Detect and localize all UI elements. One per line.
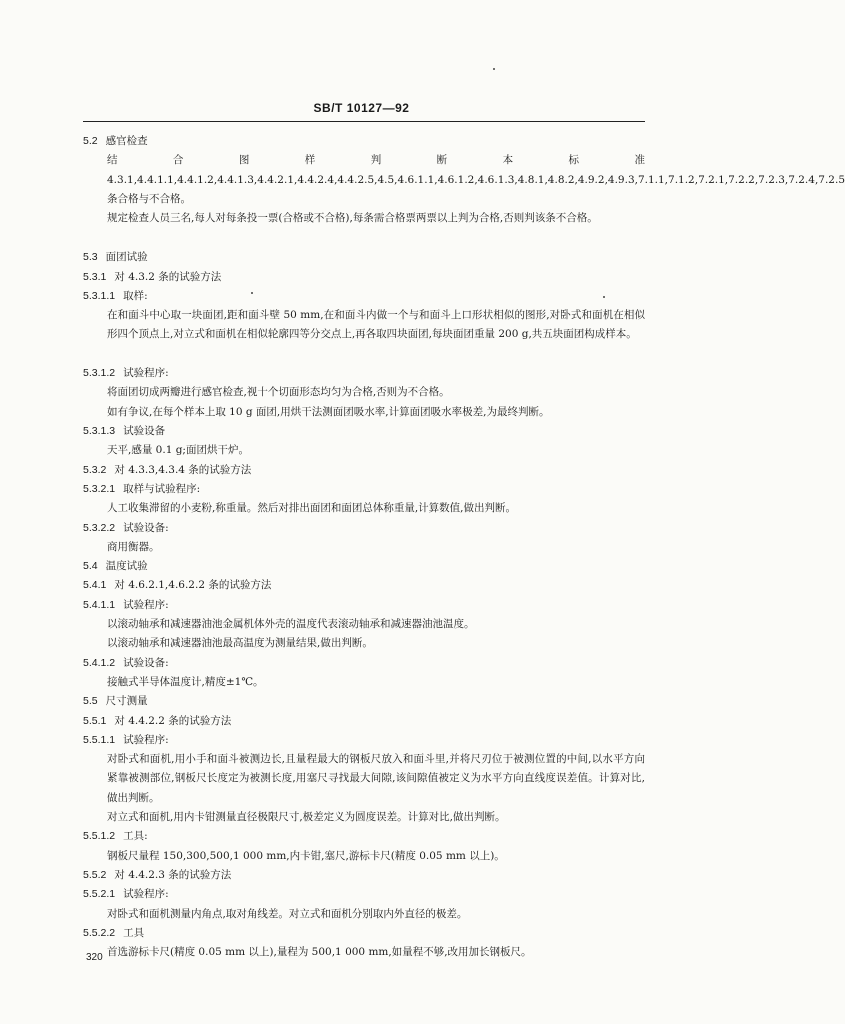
- section-title: 试验程序:: [123, 367, 169, 380]
- section-number: 5.5.1.1: [83, 733, 116, 746]
- paragraph: 在和面斗中心取一块面团,距和面斗壁 50 mm,在和面斗内做一个与和面斗上口形状相似的图形,对卧式和面机在相似形四个顶点上,对立式和面机在相似轮廓四等分交点上,再各取四块面团,每块面团重量 200 g,共五块面团构成样本。: [107, 309, 645, 341]
- section-heading: [83, 422, 645, 441]
- paragraph: 规定检查人员三名,每人对每条投一票(合格或不合格),每条需合格票两票以上判为合格,否则判该条不合格。: [107, 212, 598, 225]
- section-title: 工具:: [123, 830, 148, 843]
- section-number: 5.5.1: [83, 714, 107, 727]
- section-title: 取样:: [123, 289, 148, 302]
- section-title: 试验程序:: [123, 733, 169, 746]
- section-number: 5.3.1.2: [83, 367, 116, 380]
- section-title: 面团试验: [105, 251, 148, 264]
- section-heading: [83, 827, 645, 846]
- paragraph: 接触式半导体温度计,精度±1℃。: [107, 675, 264, 688]
- section-heading: [83, 596, 645, 615]
- scan-speck: [251, 292, 253, 294]
- section-heading: [83, 519, 645, 538]
- section-heading: [83, 924, 645, 943]
- section-number: 5.4: [83, 560, 98, 573]
- section-title: 取样与试验程序:: [123, 482, 201, 495]
- standard-header: SB/T 10127—92: [313, 101, 410, 115]
- paragraph: 结合图样判断本标准 4.3.1,4.4.1.1,4.4.1.2,4.4.1.3,4.4.2.1,4.4.2.4,4.4.2.5,4.5,4.6.1.1,4.6.1.2,4.6.1.3,4.8.1,4.8.2,4.9.2,4.9.3,7.1.1,7.1.2,7.2.1,7.2.2,7.2.3,7.2.4,7.2.5条合格与不合格。: [107, 154, 845, 205]
- paragraph: 以滚动轴承和减速器油池金属机体外壳的温度代表滚动轴承和减速器油池温度。: [107, 618, 475, 631]
- paragraph: 天平,感量 0.1 g;面团烘干炉。: [107, 444, 249, 457]
- section-heading: [83, 731, 645, 750]
- section-title: 工具: [123, 926, 145, 939]
- section-heading: [83, 268, 645, 287]
- page-number: 320: [86, 952, 103, 963]
- section-number: 5.2: [83, 135, 98, 147]
- section-number: 5.4.1.2: [83, 656, 116, 669]
- section-number: 5.5.2.1: [83, 888, 116, 901]
- section-number: 5.3.2.2: [83, 521, 116, 534]
- section-heading: [83, 480, 645, 499]
- paragraph: 如有争议,在每个样本上取 10 g 面团,用烘干法测面团吸水率,计算面团吸水率极差,为最终判断。: [107, 405, 550, 418]
- section-number: 5.4.1: [83, 579, 107, 592]
- section-heading: [83, 248, 645, 267]
- section-title: 试验设备:: [123, 656, 169, 669]
- paragraph: 以滚动轴承和减速器油池最高温度为测量结果,做出判断。: [107, 637, 373, 650]
- section-number: 5.3.2.1: [83, 482, 116, 495]
- paragraph: 商用衡器。: [107, 540, 160, 553]
- paragraph: 对卧式和面机测量内角点,取对角线差。对立式和面机分别取内外直径的极差。: [107, 907, 468, 920]
- section-heading: [83, 885, 645, 904]
- section-heading: [83, 557, 645, 576]
- section-number: 5.3: [83, 251, 98, 264]
- section-heading: [83, 364, 645, 383]
- section-title: 对 4.4.2.2 条的试验方法: [114, 714, 232, 727]
- header-rule: [83, 121, 645, 122]
- section-title: 尺寸测量: [105, 695, 148, 708]
- section-title: 对 4.4.2.3 条的试验方法: [114, 869, 232, 882]
- section-heading: [83, 866, 645, 885]
- section-number: 5.5.2: [83, 869, 107, 882]
- paragraph: 对卧式和面机,用小手和面斗被测边长,且量程最大的钢板尺放入和面斗里,并将尺刃位于被测位置的中间,以水平方向紧靠被测部位,钢板尺长度定为被测长度,用塞尺寻找最大间隙,该间隙值被定义为水平方向直线度误差值。计算对比,做出判断。: [107, 753, 645, 804]
- section-heading: [83, 461, 645, 480]
- section-title: 试验设备:: [123, 521, 169, 534]
- section-heading: [83, 654, 645, 673]
- section-title: 温度试验: [105, 560, 148, 573]
- section-number: 5.3.1.3: [83, 425, 116, 438]
- paragraph: 首选游标卡尺(精度 0.05 mm 以上),量程为 500,1 000 mm,如量程不够,改用加长钢板尺。: [107, 946, 532, 959]
- paragraph: 将面团切成两瓣进行感官检查,视十个切面形态均匀为合格,否则为不合格。: [107, 386, 450, 399]
- section-heading: [83, 692, 645, 711]
- section-number: 5.3.1: [83, 270, 107, 283]
- section-title: 对 4.3.2 条的试验方法: [114, 270, 222, 283]
- section-number: 5.3.1.1: [83, 289, 116, 302]
- document-body: [83, 132, 845, 963]
- section-number: 5.5.2.2: [83, 926, 116, 939]
- section-number: 5.5: [83, 695, 98, 708]
- section-number: 5.5.1.2: [83, 830, 116, 843]
- section-heading: [83, 287, 645, 306]
- scan-speck: [603, 296, 605, 298]
- section-title: 对 4.3.3,4.3.4 条的试验方法: [114, 463, 252, 476]
- paragraph: 钢板尺量程 150,300,500,1 000 mm,内卡钳,塞尺,游标卡尺(精度 0.05 mm 以上)。: [107, 849, 505, 862]
- scan-speck: [493, 68, 495, 70]
- section-title: 试验设备: [123, 425, 166, 438]
- section-heading: [83, 576, 645, 595]
- section-number: 5.3.2: [83, 463, 107, 476]
- paragraph: 人工收集滞留的小麦粉,称重量。然后对排出面团和面团总体称重量,计算数值,做出判断。: [107, 502, 517, 515]
- section-title: 感官检查: [105, 135, 148, 147]
- section-number: 5.4.1.1: [83, 598, 116, 611]
- section-title: 试验程序:: [123, 598, 169, 611]
- section-heading: [83, 132, 645, 151]
- section-heading: [83, 712, 645, 731]
- section-title: 对 4.6.2.1,4.6.2.2 条的试验方法: [114, 579, 272, 592]
- paragraph: 对立式和面机,用内卡钳测量直径极限尺寸,极差定义为圆度误差。计算对比,做出判断。: [107, 811, 506, 824]
- section-title: 试验程序:: [123, 888, 169, 901]
